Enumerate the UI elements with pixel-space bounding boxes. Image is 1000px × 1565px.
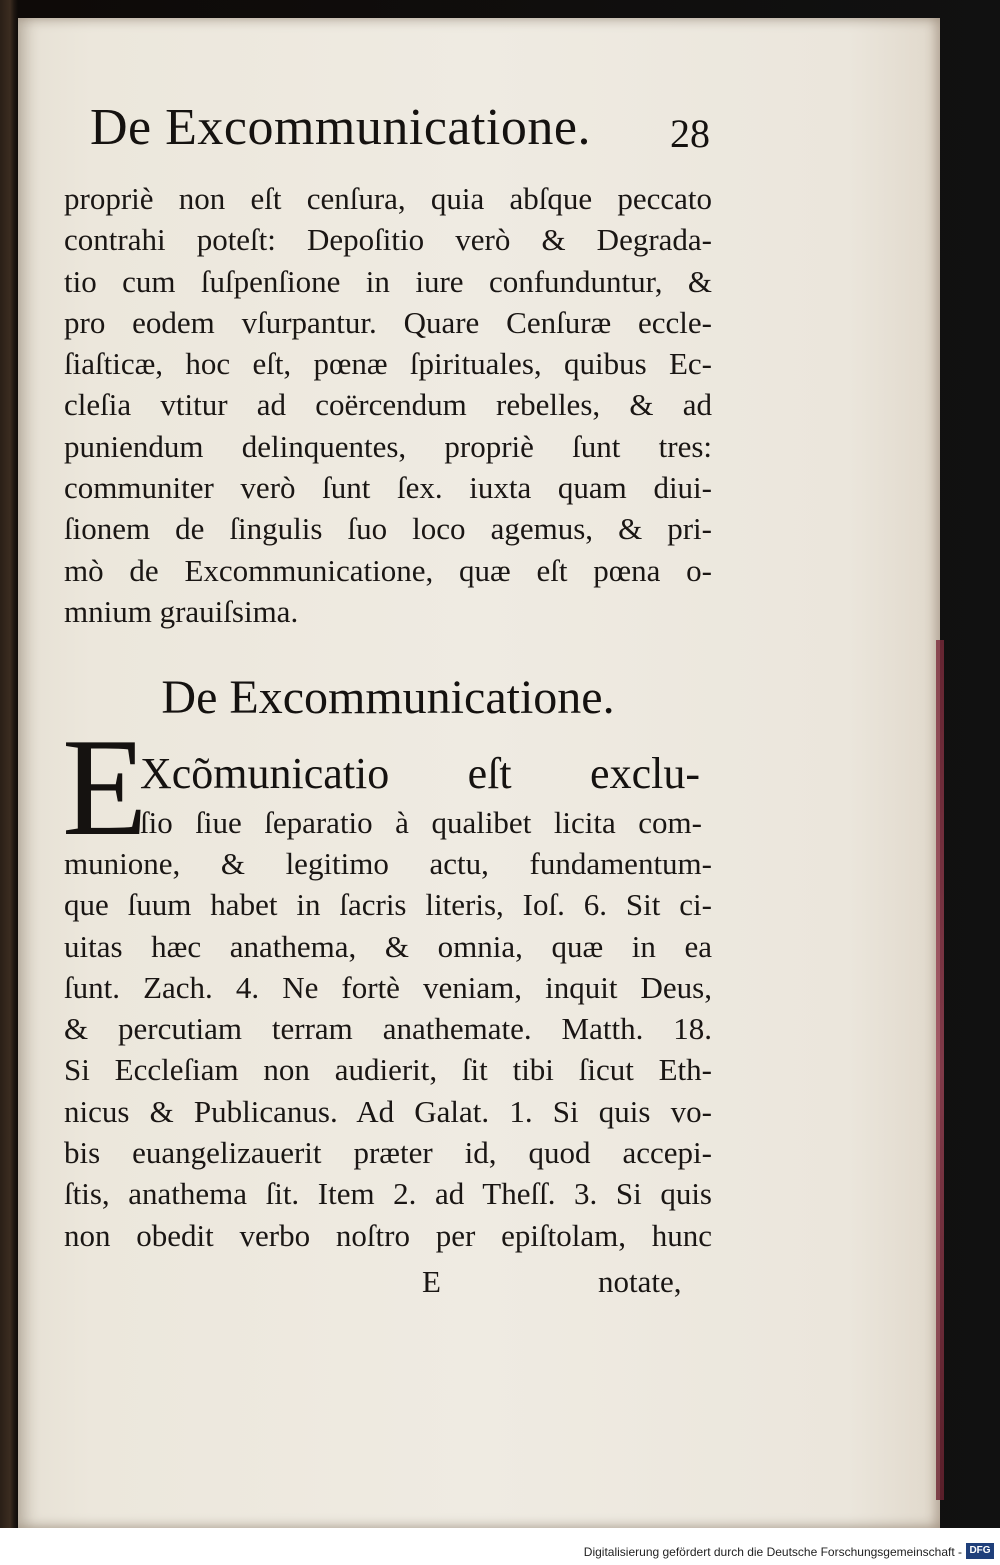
- text-line: contrahi poteſt: Depoſitio verò & Degrada-: [64, 222, 712, 258]
- text-line: communiter verò ſunt ſex. iuxta quam diui-: [64, 470, 712, 506]
- text-line: ſtis, anathema ſit. Item 2. ad Theſſ. 3. Si quis: [64, 1176, 712, 1212]
- text-line: bis euangelizauerit præter id, quod accepi-: [64, 1135, 712, 1171]
- digitization-credit: Digitalisierung gefördert durch die Deutsche Forschungsgemeinschaft -: [583, 1545, 962, 1559]
- section-first-line: Xcõmunicatio eſt exclu-: [140, 749, 700, 798]
- text-line: ſio ſiue ſeparatio à qualibet licita com-: [140, 805, 702, 840]
- text-line: ſionem de ſingulis ſuo loco agemus, & pri-: [64, 511, 712, 547]
- running-head: [90, 98, 710, 160]
- page-edge-stain: [936, 640, 944, 1500]
- dfg-logo[interactable]: DFG: [966, 1543, 994, 1559]
- drop-cap: E: [62, 710, 148, 865]
- catchword: notate,: [598, 1264, 682, 1299]
- running-head-title: De Excommunicatione.: [90, 99, 591, 156]
- section-heading: De Excommunicatione.: [161, 671, 615, 724]
- text-line: nicus & Publicanus. Ad Galat. 1. Si quis vo-: [64, 1093, 712, 1129]
- text-line: ſiaſticæ, hoc eſt, pœnæ ſpirituales, quibus Ec-: [64, 346, 712, 382]
- text-line: cleſia vtitur ad coërcendum rebelles, & ad: [64, 387, 712, 423]
- section-paragraph-indented: [140, 802, 702, 843]
- text-line: non obedit verbo noſtro per epiſtolam, hunc: [64, 1217, 712, 1253]
- text-line: tio cum ſuſpenſione in iure confunduntur, &: [64, 263, 712, 299]
- text-line: Si Eccleſiam non audierit, ſit tibi ſicut Eth-: [64, 1052, 712, 1088]
- text-line: munione, & legitimo actu, fundamentum-: [64, 846, 712, 881]
- text-line: ſunt. Zach. 4. Ne fortè veniam, inquit Deus,: [64, 969, 712, 1005]
- text-line: uitas hæc anathema, & omnia, quæ in ea: [64, 928, 712, 964]
- page-number: 28: [670, 111, 710, 156]
- text-line: mnium grauiſsima.: [64, 593, 299, 629]
- intro-paragraph: [64, 178, 712, 632]
- text-line: puniendum delinquentes, propriè ſunt tres:: [64, 428, 712, 464]
- text-line: & percutiam terram anathemate. Matth. 18.: [64, 1011, 712, 1047]
- section-paragraph: [64, 843, 712, 1256]
- text-line: mò de Excommunicatione, quæ eſt pœna o-: [64, 552, 712, 588]
- text-line: pro eodem vſurpantur. Quare Cenſuræ eccle-: [64, 304, 712, 340]
- text-line: propriè non eſt cenſura, quia abſque peccato: [64, 181, 712, 216]
- signature-mark: E: [422, 1264, 441, 1299]
- text-line: que ſuum habet in ſacris literis, Ioſ. 6. Sit ci-: [64, 887, 712, 923]
